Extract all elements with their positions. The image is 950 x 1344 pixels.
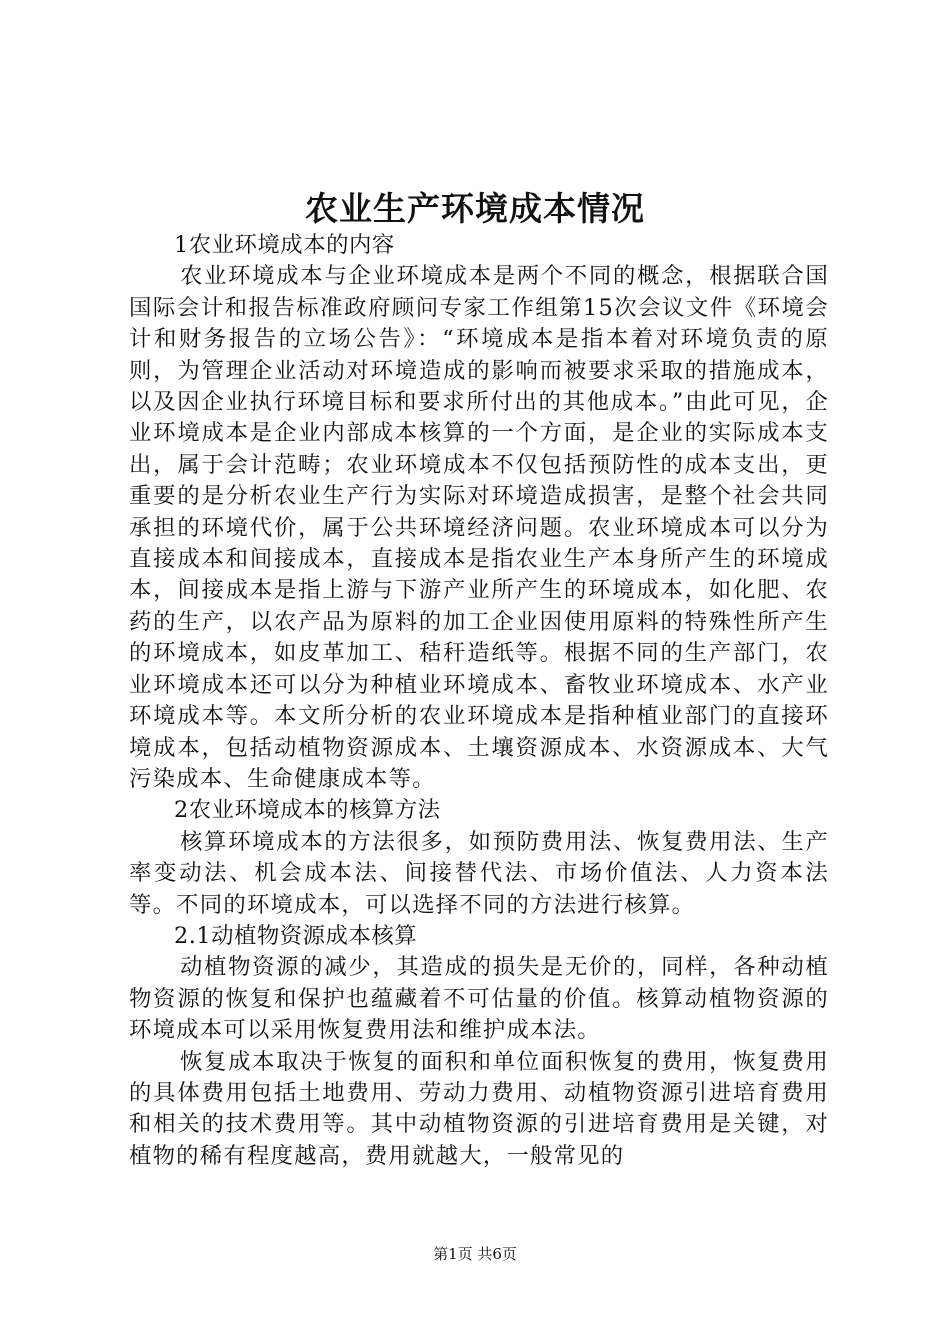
page-footer: 第1页 共6页: [433, 1245, 517, 1263]
section-heading-1: 1农业环境成本的内容: [174, 232, 395, 258]
paragraph-2: 核算环境成本的方法很多，如预防费用法、恢复费用法、生产率变动法、机会成本法、间接替代法、市场价值法、人力资本法等。不同的环境成本，可以选择不同的方法进行核算。: [129, 828, 829, 918]
paragraph-3: 动植物资源的减少，其造成的损失是无价的，同样，各种动植物资源的恢复和保护也蕴藏着不可估量的价值。核算动植物资源的环境成本可以采用恢复费用法和维护成本法。: [129, 954, 829, 1044]
section-heading-2-1: 2.1动植物资源成本核算: [174, 922, 418, 949]
paragraph-1: 农业环境成本与企业环境成本是两个不同的概念，根据联合国国际会计和报告标准政府顾问专家工作组第15次会议文件《环境会计和财务报告的立场公告》：“环境成本是指本着对环境负责的原则，为管理企业活动对环境造成的影响而被要求采取的措施成本，以及因企业执行环境目标和要求所付出的其他成本。”由此可见，企业环境成本是企业内部成本核算的一个方面，是企业的实际成本支出，属于会计范畴；农业环境成本不仅包括预防性的成本支出，更重要的是分析农业生产行为实际对环境造成损害，是整个社会共同承担的环境代价，属于公共环境经济问题。农业环境成本可以分为直接成本和间接成本，直接成本是指农业生产本身所产生的环境成本，间接成本是指上游与下游产业所产生的环境成本，如化肥、农药的生产，以农产品为原料的加工企业因使用原料的特殊性所产生的环境成本，如皮革加工、秸秆造纸等。根据不同的生产部门，农业环境成本还可以分为种植业环境成本、畜牧业环境成本、水产业环境成本等。本文所分析的农业环境成本是指种植业部门的直接环境成本，包括动植物资源成本、土壤资源成本、水资源成本、大气污染成本、生命健康成本等。: [129, 263, 829, 792]
document-body: [129, 230, 829, 1172]
section-heading-2: 2农业环境成本的核算方法: [174, 797, 441, 824]
document-title: 农业生产环境成本情况: [305, 189, 645, 228]
paragraph-4: 恢复成本取决于恢复的面积和单位面积恢复的费用，恢复费用的具体费用包括土地费用、劳动力费用、动植物资源引进培育费用和相关的技术费用等。其中动植物资源的引进培育费用是关键，对植物的稀有程度越高，费用就越大，一般常见的: [129, 1048, 829, 1169]
